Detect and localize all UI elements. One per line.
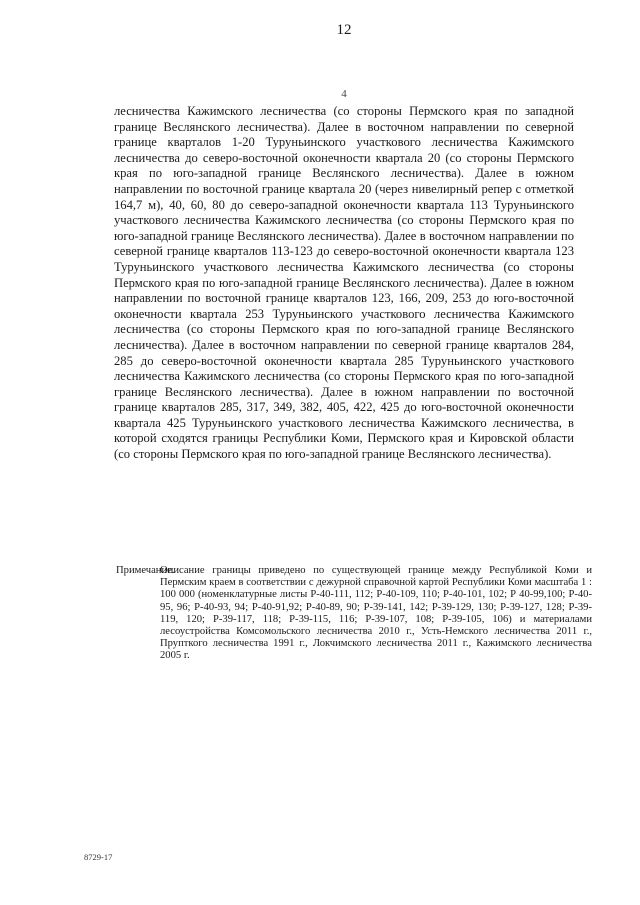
boundary-description-paragraph: лесничества Кажимского лесничества (со стороны Пермского края по западной границе Веслянского лесничества). Далее в восточном направлении по северной границе кварталов 1-20 Туруньинского участкового лесничества Кажимского лесничества до северо-восточной оконечности квартала 20 (со стороны Пермского края по юго-западной границе Веслянского лесничества). Далее в южном направлении по восточной границе квартала 20 (через нивелирный репер с отметкой 164,7 м), 40, 60, 80 до северо-западной оконечности квартала 113 Туруньинского участкового лесничества Кажимского лесничества (со стороны Пермского края по юго-западной границе Веслянского лесничества). Далее в восточном направлении по северной границе кварталов 113-123 до северо-восточной оконечности квартала 123 Туруньинского участкового лесничества Кажимского лесничества (со стороны Пермского края по юго-западной границе Веслянского лесничества). Далее в южном направлении по восточной границе кварталов 123, 166, 209, 253 до юго-восточной оконечности квартала 253 Туруньинского участкового лесничества Кажимского лесничества (со стороны Пермского края по юго-западной границе Веслянского лесничества). Далее в восточном направлении по северной границе кварталов 284, 285 до северо-восточной оконечности квартала 285 Туруньинского участкового лесничества Кажимского лесничества (со стороны Пермского края по юго-западной границе Веслянского лесничества). Далее в южном направлении по восточной границе кварталов 285, 317, 349, 382, 405, 422, 425 до юго-восточной оконечности квартала 425 Туруньинского участкового лесничества Кажимского лесничества, в которой сходятся границы Республики Коми, Пермского края и Кировской области (со стороны Пермского края по юго-западной границе Веслянского лесничества).: [114, 104, 574, 462]
note-label: Примечание.: [116, 565, 175, 576]
main-text-block: [114, 104, 574, 463]
note-text: Описание границы приведено по существующей границе между Республикой Коми и Пермским краем в соответствии с дежурной справочной картой Республики Коми масштаба 1 : 100 000 (номенклатурные листы Р-40-111, 112; Р-40-109, 110; Р-40-101, 102; Р 40-99,100; Р-40-95, 96; Р-40-93, 94; Р-40-91,92; Р-40-89, 90; Р-39-141, 142; Р-39-129, 130; Р-39-127, 128; Р-39-119, 120; Р-39-117, 118; Р-39-115, 116; Р-39-107, 108; Р-39-105, 106) и материалами лесоустройства Комсомольского лесничества 2010 г., Усть-Немского лесничества 2011 г., Прупткого лесничества 1991 г., Локчимского лесничества 2011 г., Кажимского лесничества 2005 г.: [160, 565, 592, 662]
inner-page-number: 4: [341, 88, 347, 100]
document-code: 8729-17: [84, 852, 113, 862]
page-number: 12: [336, 22, 352, 38]
